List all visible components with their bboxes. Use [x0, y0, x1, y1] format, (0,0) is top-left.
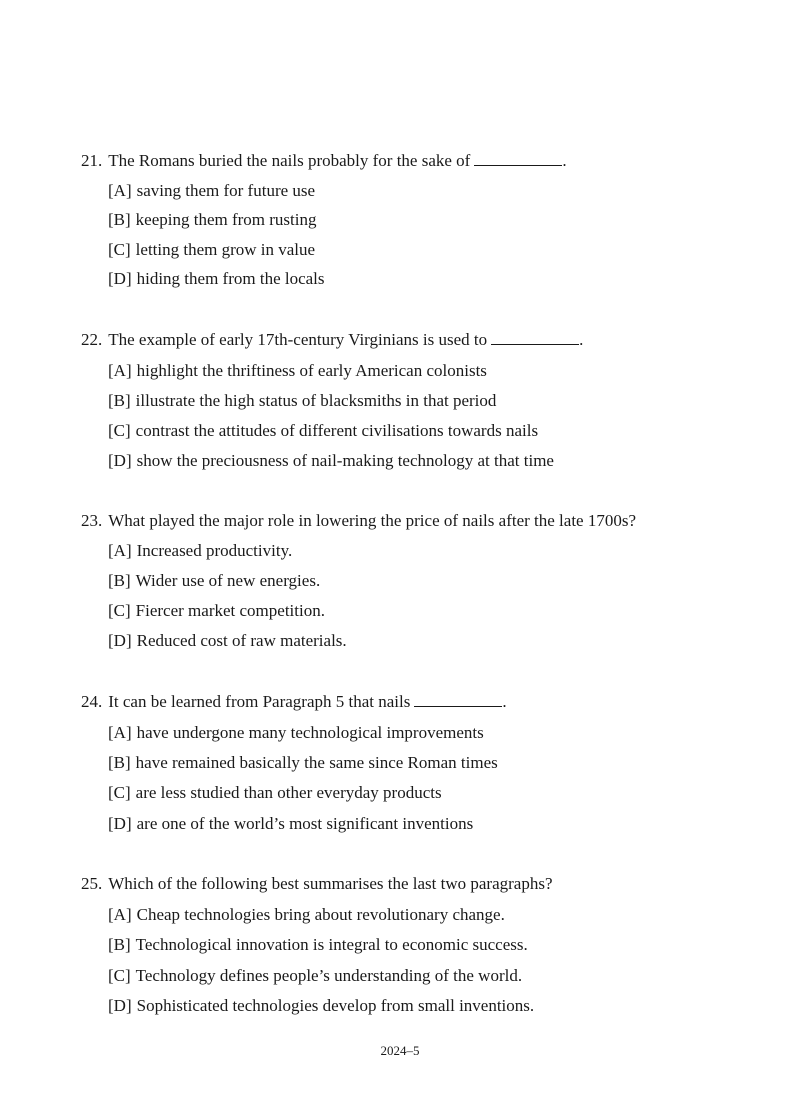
option-a — [108, 723, 484, 743]
option-letter: [B] — [108, 935, 131, 954]
option-letter: [D] — [108, 451, 132, 470]
question-text: The example of early 17th-century Virginians is used to — [108, 330, 488, 349]
option-letter: [D] — [108, 814, 132, 833]
option-d — [108, 269, 325, 289]
option-letter: [B] — [108, 210, 131, 229]
option-text: Reduced cost of raw materials. — [136, 631, 347, 650]
question-end-punct: . — [562, 151, 567, 170]
option-text: Technological innovation is integral to economic success. — [135, 935, 528, 954]
option-text: hiding them from the locals — [136, 269, 325, 288]
option-text: show the preciousness of nail-making technology at that time — [136, 451, 554, 470]
question-number: 25. — [81, 874, 103, 893]
question-text: It can be learned from Paragraph 5 that nails — [108, 692, 411, 711]
option-c — [108, 601, 325, 621]
page-number: 2024–5 — [380, 1043, 420, 1058]
option-a — [108, 905, 505, 925]
option-b — [108, 753, 498, 773]
option-text: have remained basically the same since Roman times — [135, 753, 498, 772]
option-letter: [A] — [108, 541, 132, 560]
option-text: illustrate the high status of blacksmiths in that period — [135, 391, 497, 410]
option-letter: [A] — [108, 361, 132, 380]
question-stem — [81, 330, 583, 350]
option-text: highlight the thriftiness of early American colonists — [136, 361, 487, 380]
option-d — [108, 631, 347, 651]
option-text: Sophisticated technologies develop from small inventions. — [136, 996, 535, 1015]
answer-blank — [474, 151, 562, 166]
question-text: Which of the following best summarises the last two paragraphs? — [108, 874, 553, 893]
option-b — [108, 210, 317, 230]
option-letter: [C] — [108, 421, 131, 440]
page-footer — [0, 1043, 800, 1059]
question-stem — [81, 874, 553, 894]
question-stem — [81, 692, 507, 712]
option-text: are one of the world’s most significant inventions — [136, 814, 474, 833]
option-letter: [B] — [108, 391, 131, 410]
option-letter: [C] — [108, 966, 131, 985]
option-text: keeping them from rusting — [135, 210, 317, 229]
option-letter: [D] — [108, 631, 132, 650]
option-text: letting them grow in value — [135, 240, 316, 259]
option-d — [108, 451, 554, 471]
option-letter: [C] — [108, 783, 131, 802]
option-a — [108, 181, 315, 201]
question-text: The Romans buried the nails probably for the sake of — [108, 151, 471, 170]
answer-blank — [491, 330, 579, 345]
option-text: Wider use of new energies. — [135, 571, 321, 590]
question-number: 22. — [81, 330, 103, 349]
option-text: Increased productivity. — [136, 541, 293, 560]
question-end-punct: . — [579, 330, 584, 349]
question-text: What played the major role in lowering the price of nails after the late 1700s? — [108, 511, 636, 530]
option-a — [108, 541, 292, 561]
option-c — [108, 966, 522, 986]
option-text: are less studied than other everyday products — [135, 783, 442, 802]
question-number: 23. — [81, 511, 103, 530]
answer-blank — [414, 692, 502, 707]
option-letter: [A] — [108, 723, 132, 742]
option-d — [108, 814, 473, 834]
option-c — [108, 421, 538, 441]
option-text: Technology defines people’s understanding of the world. — [135, 966, 523, 985]
option-text: contrast the attitudes of different civilisations towards nails — [135, 421, 539, 440]
option-letter: [A] — [108, 905, 132, 924]
option-letter: [C] — [108, 601, 131, 620]
option-c — [108, 240, 315, 260]
option-text: have undergone many technological improvements — [136, 723, 484, 742]
option-letter: [D] — [108, 269, 132, 288]
question-number: 24. — [81, 692, 103, 711]
option-b — [108, 571, 320, 591]
option-b — [108, 935, 528, 955]
option-c — [108, 783, 442, 803]
option-a — [108, 361, 487, 381]
option-text: Cheap technologies bring about revolutionary change. — [136, 905, 505, 924]
option-letter: [C] — [108, 240, 131, 259]
option-text: Fiercer market competition. — [135, 601, 325, 620]
option-d — [108, 996, 534, 1016]
question-stem — [81, 151, 567, 171]
option-b — [108, 391, 496, 411]
question-end-punct: . — [502, 692, 507, 711]
option-letter: [B] — [108, 753, 131, 772]
option-letter: [A] — [108, 181, 132, 200]
option-text: saving them for future use — [136, 181, 316, 200]
option-letter: [D] — [108, 996, 132, 1015]
option-letter: [B] — [108, 571, 131, 590]
question-stem — [81, 511, 636, 531]
question-number: 21. — [81, 151, 103, 170]
